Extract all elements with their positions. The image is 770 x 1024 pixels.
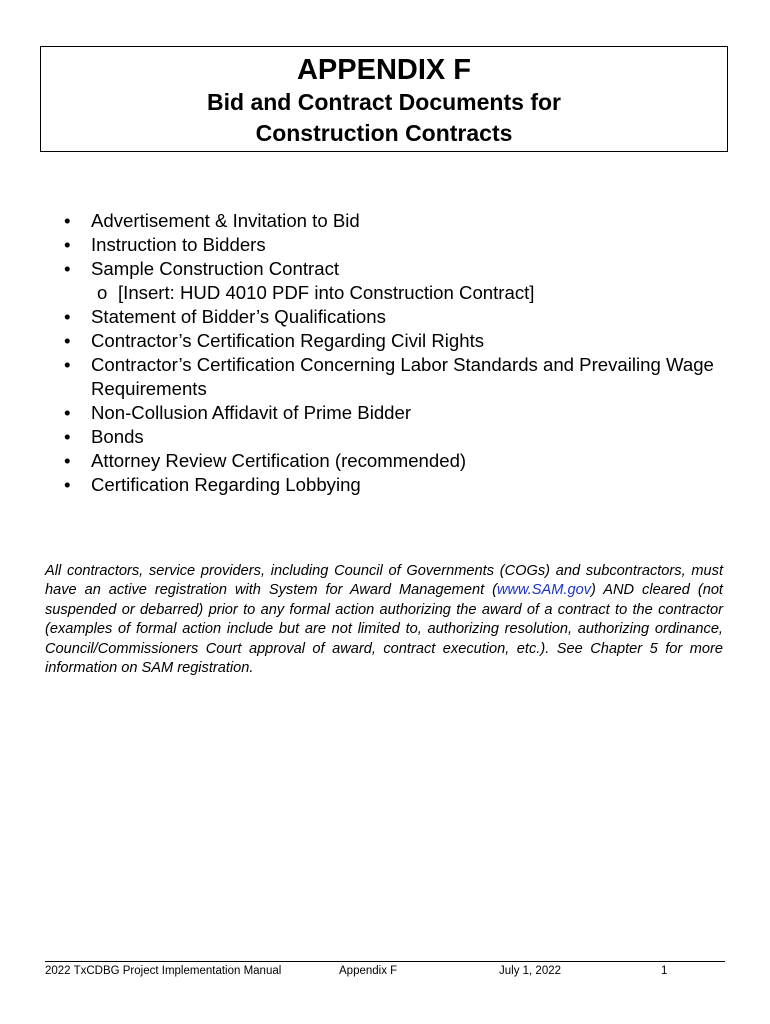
bullet-icon: • bbox=[64, 354, 71, 375]
list-item-text: Statement of Bidder’s Qualifications bbox=[91, 306, 386, 327]
sam-registration-note bbox=[45, 562, 723, 678]
sub-list-item bbox=[64, 281, 724, 305]
bullet-icon: • bbox=[64, 258, 71, 279]
list-item bbox=[64, 329, 724, 353]
list-item-text: Sample Construction Contract bbox=[91, 258, 340, 279]
bullet-icon: • bbox=[64, 330, 71, 351]
sam-gov-link[interactable]: www.SAM.gov bbox=[496, 582, 592, 599]
list-item bbox=[64, 305, 724, 329]
page-subtitle-line1: Bid and Contract Documents for bbox=[207, 89, 561, 115]
sub-bullet-icon: o bbox=[97, 282, 108, 303]
list-item bbox=[64, 449, 724, 473]
list-item-text: Contractor’s Certification Regarding Civil Rights bbox=[91, 330, 485, 351]
list-item-text: Advertisement & Invitation to Bid bbox=[91, 210, 360, 231]
list-item-text: Non-Collusion Affidavit of Prime Bidder bbox=[91, 402, 412, 423]
bullet-icon: • bbox=[64, 402, 71, 423]
bullet-icon: • bbox=[64, 450, 71, 471]
bullet-icon: • bbox=[64, 306, 71, 327]
list-item bbox=[64, 233, 724, 257]
bullet-icon: • bbox=[64, 210, 71, 231]
list-item-text: Attorney Review Certification (recommended) bbox=[91, 450, 467, 471]
sub-list-item-text: [Insert: HUD 4010 PDF into Construction Contract] bbox=[118, 282, 535, 303]
footer-manual-title: 2022 TxCDBG Project Implementation Manual bbox=[45, 965, 282, 977]
list-item-text: Contractor’s Certification Concerning Labor Standards and Prevailing Wage Requirements bbox=[91, 354, 714, 399]
bullet-icon: • bbox=[64, 426, 71, 447]
page-subtitle-line2: Construction Contracts bbox=[255, 120, 513, 146]
list-item bbox=[64, 209, 724, 233]
list-item bbox=[64, 401, 724, 425]
document-list bbox=[64, 209, 724, 497]
footer-page-number: 1 bbox=[661, 965, 668, 977]
note-text-part1: All contractors, service providers, including Council of Governments (COGs) and subcontractors, must have an active registration with System for Award Management ( bbox=[45, 563, 723, 599]
list-item-text: Instruction to Bidders bbox=[91, 234, 266, 255]
list-item bbox=[64, 425, 724, 449]
page-title: APPENDIX F bbox=[296, 54, 472, 86]
footer-section: Appendix F bbox=[339, 965, 398, 977]
list-item bbox=[64, 473, 724, 497]
list-item-text: Bonds bbox=[91, 426, 144, 447]
bullet-icon: • bbox=[64, 234, 71, 255]
list-item bbox=[64, 353, 724, 401]
list-item bbox=[64, 257, 724, 281]
footer-date: July 1, 2022 bbox=[499, 965, 562, 977]
note-text-part2: ) AND cleared (not suspended or debarred) prior to any formal action authorizing the award of a contract to the contractor (examples of formal action include but are not limited to, authorizing resolution, authorizing ordinance, Council/Commissioners Court approval of award, contract execution, etc.). See Chapter 5 for more information on SAM registration. bbox=[45, 582, 723, 677]
title-box bbox=[40, 46, 728, 152]
list-item-text: Certification Regarding Lobbying bbox=[91, 474, 361, 495]
footer-divider bbox=[45, 961, 725, 962]
bullet-icon: • bbox=[64, 474, 71, 495]
